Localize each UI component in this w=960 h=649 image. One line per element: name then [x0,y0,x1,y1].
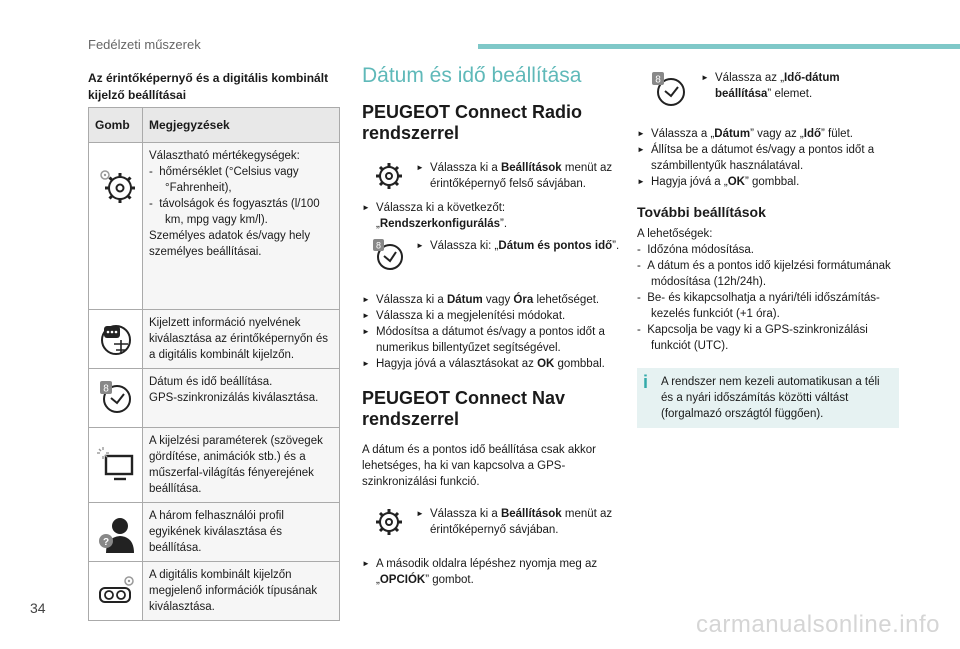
step-item [362,324,622,356]
step-item [637,126,899,142]
date-time-label: Dátum és pontos idő [498,240,613,252]
radio-step-system [362,200,622,232]
note-text: A rendszer nem kezeli automatikusan a téli és a nyári időszámítás közötti váltást (forgalmazó országtól függően). [661,376,880,420]
text: ” elemet. [767,88,813,100]
svg-text:?: ? [102,537,109,548]
clock-icon [372,238,406,272]
step-item [362,292,622,308]
table-row [89,503,340,562]
section-header: Fedélzeti műszerek [88,37,201,52]
list-item: - A dátum és a pontos idő kijelzési formátumának módosítása (12h/24h). [637,260,891,288]
more-settings-heading: További beállítások [637,204,766,220]
note-line: Személyes adatok és/vagy hely személyes beállításai. [149,230,311,258]
note-line: Dátum és idő beállítása. [149,376,273,388]
header-accent-bar [478,44,960,49]
text: A dátum és a pontos idő kijelzési formátumának módosítása (12h/24h). [647,260,891,288]
text: ” vagy az „ [750,128,804,140]
radio-heading: PEUGEOT Connect Radio rendszerrel [362,102,583,143]
text: OK [727,176,745,188]
text: Be- és kikapcsolhatja a nyári/téli időszámítás-kezelés funkciót (+1 óra). [647,292,880,320]
date-steps [637,126,899,190]
step-date-time-setting [637,70,899,108]
note-line: - távolságok és fogyasztás (l/100 km, mpg vagy km/l). [149,198,320,226]
note-line: Kijelzett információ nyelvének kiválasztása az érintőképernyőn és a digitális kombinált kijelzőn. [149,317,328,361]
system-config-label: Rendszerkonfigurálás [379,218,500,230]
text: Válassza ki a [430,508,501,520]
radio-step-settings [362,160,622,192]
text: Válassza ki a megjelenítési módokat. [376,310,566,322]
text: Időzóna módosítása. [647,244,754,256]
text: gombbal. [554,358,605,370]
radio-step-date [362,238,622,272]
gear-icon [373,160,405,192]
column-header-button: Gomb [89,108,143,143]
text: ” fület. [821,128,853,140]
user-profile-icon [96,515,136,555]
list-item: - Időzóna módosítása. [637,244,754,256]
table-header-row [89,108,340,143]
table-row [89,369,340,428]
nav-heading: PEUGEOT Connect Nav rendszerrel [362,388,566,429]
row-notes [143,562,340,621]
list-item: - Be- és kikapcsolhatja a nyári/téli időszámítás-kezelés funkciót (+1 óra). [637,292,880,320]
watermark: carmanualsonline.info [696,611,940,638]
settings-table [88,107,340,621]
note-line: GPS-szinkronizálás kiválasztása. [149,392,319,404]
table-row [89,143,340,310]
text: Válassza ki a [376,294,447,306]
text: Óra [513,294,534,306]
row-notes [143,310,340,369]
text: menüt az érintőképernyő felső sávjában. [430,162,613,190]
options-label: OPCIÓK [379,574,426,586]
text: Válassza ki: „ [430,240,499,252]
table-row [89,562,340,621]
list-item: - Kapcsolja be vagy ki a GPS-szinkronizálási funkciót (UTC). [637,324,868,352]
step-item [362,308,622,324]
date-time-column [362,62,622,588]
text: ”. [612,240,620,252]
row-notes [143,143,340,310]
note-line: A digitális kombinált kijelzőn megjelenő információk típusának kiválasztása. [149,569,318,613]
table-row [89,428,340,503]
gear-icon [373,506,405,538]
text: OK [537,358,555,370]
page-number: 34 [30,600,46,616]
step-item [362,356,622,372]
text: Dátum [446,294,483,306]
text: Válassza az „ [715,72,785,84]
instrument-panel-icon [96,574,136,606]
column-header-notes: Megjegyzések [143,108,340,143]
nav-step-options [362,556,622,588]
text: Idő [803,128,821,140]
text: ” gombbal. [744,176,800,188]
svg-text:8: 8 [655,74,661,86]
clock-icon [98,379,134,415]
note-line: A három felhasználói profil egyikének kiválasztása és beállítása. [149,510,284,554]
clock-icon [650,70,688,108]
nav-step-settings [362,506,622,538]
text: Dátum [714,128,751,140]
settings-section-title: Az érintőképernyő és a digitális kombinált kijelző beállításai [88,71,329,102]
date-time-setting-label: Idő-dátum beállítása [715,72,840,100]
row-notes [143,428,340,503]
row-notes [143,503,340,562]
note-line: Választható mértékegységek: [149,150,300,162]
step-item: ► Állítsa be a dátumot és/vagy a pontos időt a számbillentyűk használatával. [637,142,899,174]
text: Válassza ki a [430,162,501,174]
text: Hagyja jóvá a „ [651,176,728,188]
svg-text:8: 8 [375,240,382,251]
note-line: A kijelzési paraméterek (szövegek gördítése, animációk stb.) és a műszerfal-világítás fényerejének beállítása. [149,435,323,495]
step-item [637,174,899,190]
text: ” gombot. [425,574,474,586]
settings-label: Beállítások [500,508,562,520]
svg-text:8: 8 [102,383,109,395]
info-note [637,368,899,428]
text: Hagyja jóvá a választásokat az [376,358,538,370]
table-row [89,310,340,369]
text: menüt az érintőképernyő sávjában. [430,508,613,536]
text: Válassza ki a következőt: „ [376,202,506,230]
more-settings-intro: A lehetőségek: [637,228,713,240]
text: Válassza a „ [651,128,715,140]
text: lehetőséget. [533,294,600,306]
text: Kapcsolja be vagy ki a GPS-szinkronizálási funkciót (UTC). [647,324,868,352]
nav-intro: A dátum és a pontos idő beállítása csak akkor lehetséges, ha ki van kapcsolva a GPS-szinkronizálási funkció. [362,444,596,488]
page-title: Dátum és idő beállítása [362,64,582,87]
row-notes [143,369,340,428]
display-icon [96,446,136,484]
text: vagy [482,294,514,306]
text: Módosítsa a dátumot és/vagy a pontos időt a numerikus billentyűzet segítségével. [376,326,605,354]
more-settings-column [637,62,899,428]
note-line: - hőmérséklet (°Celsius vagy °Fahrenheit), [149,166,299,194]
gear-icon [95,165,137,205]
settings-label: Beállítások [500,162,562,174]
info-icon: i [643,372,649,392]
language-icon [98,322,134,358]
text: A második oldalra lépéshez nyomja meg az „ [376,558,598,586]
text: ”. [500,218,508,230]
radio-steps [362,292,622,372]
